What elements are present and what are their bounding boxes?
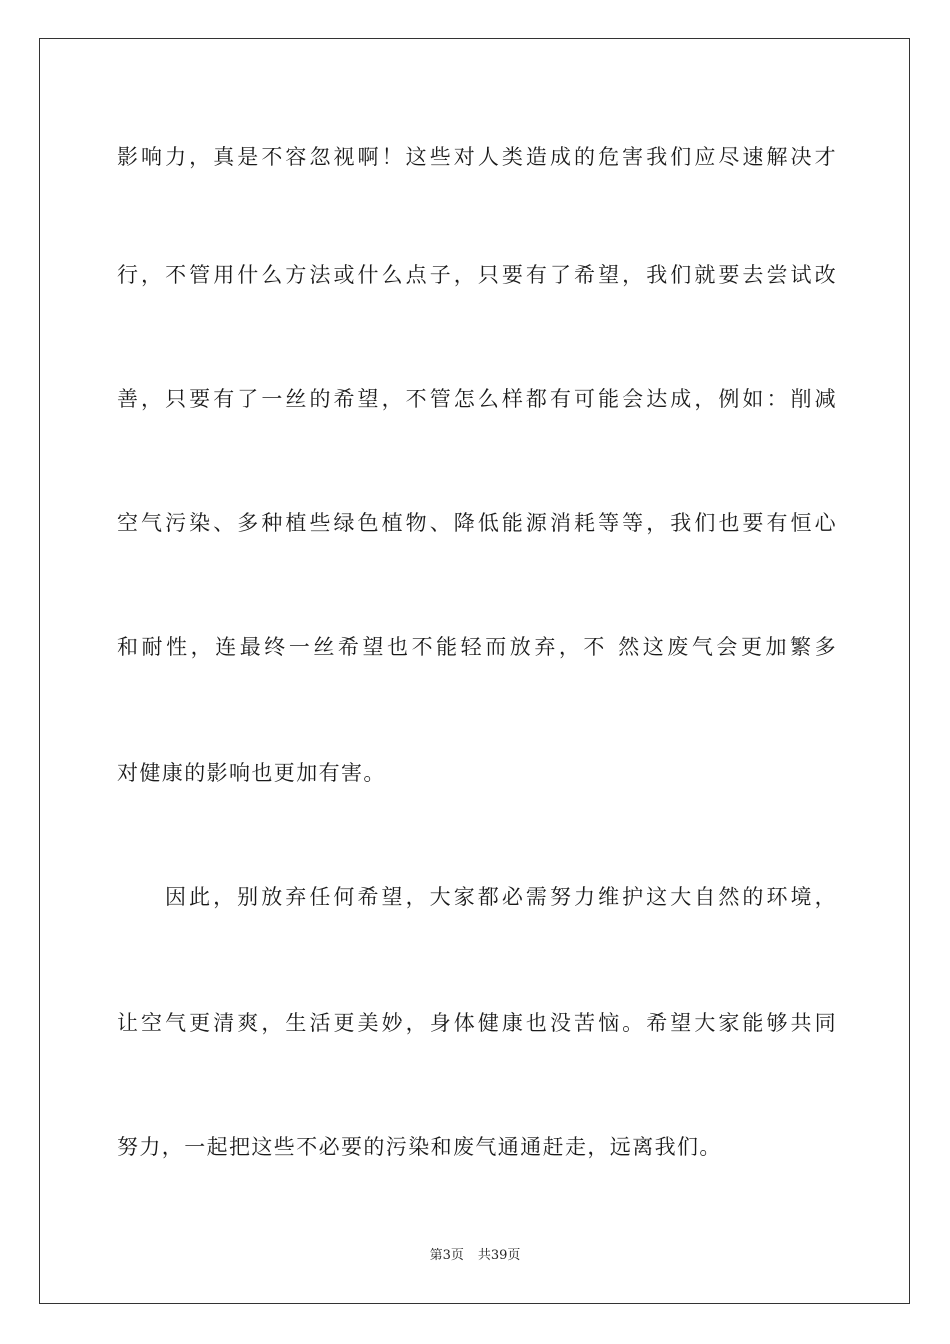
text-line-5: 和耐性，连最终一丝希望也不能轻而放弃，不 然这废气会更加繁多 (117, 635, 837, 659)
text-line-4: 空气污染、多种植些绿色植物、降低能源消耗等等，我们也要有恒心 (117, 511, 837, 535)
text-line-7-paragraph-start: 因此，别放弃任何希望，大家都必需努力维护这大自然的环境， (165, 885, 837, 909)
total-pages-label: 共39页 (477, 1248, 521, 1263)
text-line-9: 努力，一起把这些不必要的污染和废气通通赶走，远离我们。 (117, 1135, 722, 1159)
page-border (39, 38, 910, 1304)
text-line-8: 让空气更清爽，生活更美妙，身体健康也没苦恼。希望大家能够共同 (117, 1011, 837, 1035)
current-page-label: 第3页 (429, 1248, 464, 1263)
page-footer (0, 1247, 950, 1265)
text-line-6: 对健康的影响也更加有害。 (117, 761, 386, 785)
text-line-2: 行，不管用什么方法或什么点子，只要有了希望，我们就要去尝试改 (117, 263, 837, 287)
text-line-3: 善，只要有了一丝的希望，不管怎么样都有可能会达成，例如：削减 (117, 387, 837, 411)
text-line-1: 影响力，真是不容忽视啊！这些对人类造成的危害我们应尽速解决才 (117, 145, 837, 169)
